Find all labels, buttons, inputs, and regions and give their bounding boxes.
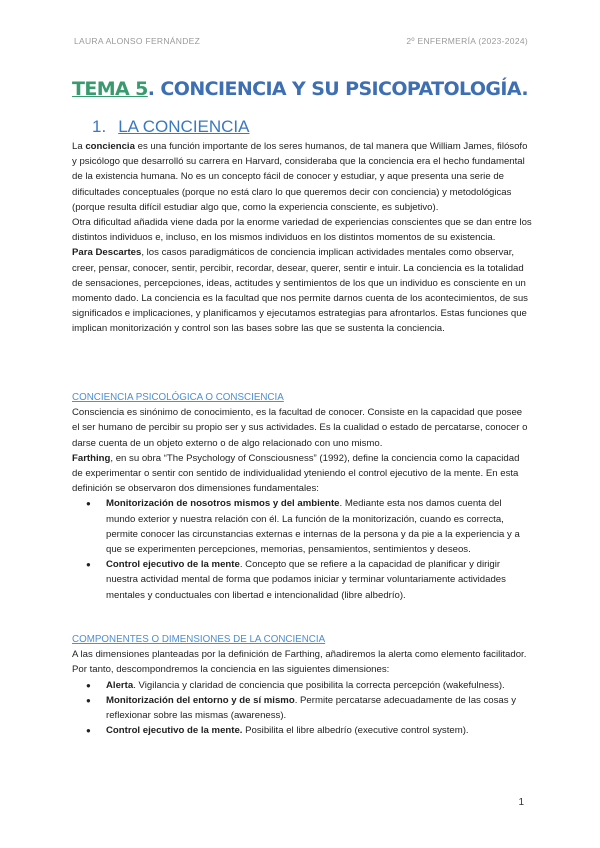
p1-text: es una función importante de los seres humanos, de tal manera que William James, filósofo y psicólogo que desarrolló su carrera en Harvard, consideraba que la conciencia era el hecho fundamental de la existencia humana. No es un concepto fácil de conocer y estudiar, y aque presenta una serie de dificultades conceptuales (porque no está claro lo que queremos decir con conciencia) y metodológicas (porque resulta difícil estudiar algo que, como la experiencia consciente, es subjetivo). (72, 141, 528, 213)
paragraph-6: A las dimensiones planteadas por la definición de Farthing, añadiremos la alerta como elemento facilitador. Por tanto, descompondremos la conciencia en las siguientes dimensiones: (72, 649, 527, 676)
dimensions-list (72, 496, 532, 602)
paragraph-1 (72, 139, 532, 215)
p1-bold: conciencia (85, 141, 135, 152)
item-bold: Control ejecutivo de la mente (106, 559, 240, 571)
p3-text: , los casos paradigmáticos de conciencia implican actividades mentales como observar, creer, pensar, conocer, sentir, percibir, recordar, desear, querer, sentir e intuir. La conciencia es la totalidad de sensaciones, percepciones, ideas, actitudes y sentimientos de los que un individuo es consciente en un momento dado. La conciencia es la facultad que nos permite darnos cuenta de los acontecimientos, de sus significados e implicaciones, y planificamos y ejecutamos estrategias para afrontarlos. Estas funciones que implican monitorización y control son las bases sobre las que se sustenta la conciencia. (72, 247, 528, 335)
components-list (72, 678, 532, 739)
list-item (72, 678, 532, 693)
section-number: 1. (92, 117, 107, 136)
intro-block (72, 139, 532, 337)
paragraph-5 (72, 451, 532, 497)
components-block (72, 632, 532, 738)
item-text: . Vigilancia y claridad de conciencia que posibilita la correcta percepción (wakefulness). (133, 679, 505, 691)
paragraph-4: Consciencia es sinónimo de conocimiento, es la facultad de conocer. Consiste en la capacidad que posee el ser humano de percibir su propio ser y sus actividades. Es la cualidad o estado de percatarse, conocer o darse cuenta de un objeto externo o de algo relacionado con uno mismo. (72, 407, 528, 449)
list-item (72, 557, 532, 603)
page-title (72, 78, 528, 100)
psychological-block (72, 390, 532, 603)
subheading-components: COMPONENTES O DIMENSIONES DE LA CONCIENCIA (72, 634, 326, 645)
subheading-psychological: CONCIENCIA PSICOLÓGICA O CONSCIENCIA (72, 392, 284, 403)
item-text: . Permite percatarse adecuadamente de las cosas y reflexionar sobre las mismas (awareness). (106, 694, 517, 722)
item-bold: Monitorización de nosotros mismos y del ambiente (106, 498, 340, 510)
item-bold: Monitorización del entorno y de sí mismo (106, 694, 295, 706)
p1-lead: La (72, 141, 86, 152)
p3-bold: Para Descartes (72, 247, 142, 259)
p5-bold: Farthing (72, 452, 111, 464)
page-number: 1 (518, 797, 524, 808)
paragraph-3 (72, 245, 532, 336)
p5-text: , en su obra “The Psychology of Consciousness” (1992), define la conciencia como la capacidad de experimentar o sentir con sentido de individualidad yteniendo el control ejecutivo de la mente. En esta definición se observaron dos dimensiones fundamentales: (72, 452, 520, 495)
header-course: 2º ENFERMERÍA (2023-2024) (406, 36, 528, 46)
title-prefix: TEMA 5 (72, 78, 148, 100)
item-bold: Control ejecutivo de la mente. (106, 725, 243, 737)
paragraph-2: Otra dificultad añadida viene dada por la enorme variedad de experiencias conscientes que se dan entre los distintos individuos e, incluso, en los mismos individuos en los distintos momentos de su existencia. (72, 217, 532, 244)
list-item (72, 496, 532, 557)
item-bold: Alerta (106, 679, 134, 691)
item-text: . Mediante esta nos damos cuenta del mundo exterior y nuestra relación con él. La función de la monitorización, cuando es correcta, permite conocer las circunstancias externas e internas de la persona y da pie a la experiencia y a que se experimenten percepciones, memorias, pensamientos, sentimientos y deseos. (106, 498, 520, 556)
header-author: LAURA ALONSO FERNÁNDEZ (74, 36, 201, 46)
item-text: Posibilita el libre albedrío (executive control system). (242, 725, 469, 737)
section-heading (92, 117, 250, 137)
item-text: . Concepto que se refiere a la capacidad de planificar y dirigir nuestra actividad mental de forma que podamos iniciar y terminar voluntariamente actividades mentales y conductuales con libertad e intencionalidad (libre albedrío). (106, 559, 506, 601)
list-item (72, 723, 532, 738)
section-title: LA CONCIENCIA (118, 117, 250, 136)
title-rest: . CONCIENCIA Y SU PSICOPATOLOGÍA. (147, 78, 528, 100)
list-item (72, 693, 532, 723)
